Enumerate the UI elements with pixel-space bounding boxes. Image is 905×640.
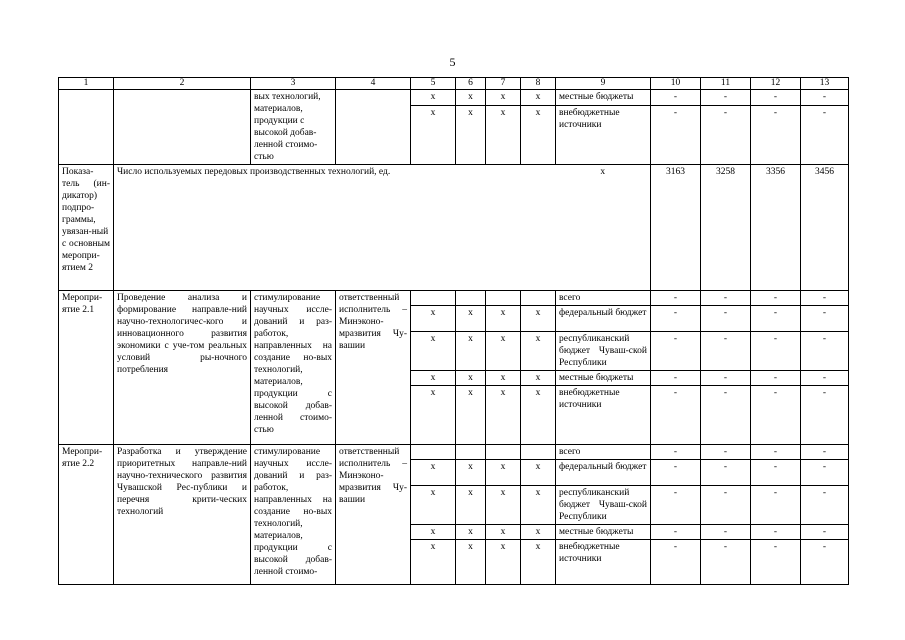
mark-cell: x bbox=[456, 525, 486, 540]
header-cell: 13 bbox=[801, 78, 849, 90]
value-cell: - bbox=[651, 525, 701, 540]
value-cell: - bbox=[751, 386, 801, 445]
header-cell: 10 bbox=[651, 78, 701, 90]
measure-goal: стимулирование научных иссле-дований и раз-работок, направленных на создание но-вых технологий, материалов, продукции с высокой добав-ленной стоимо- bbox=[251, 445, 336, 585]
source-cell: местные бюджеты bbox=[556, 90, 651, 106]
mark-cell: x bbox=[486, 371, 521, 386]
measure-executor: ответственный исполнитель – Минэконо-мразвития Чу-вашии bbox=[336, 445, 411, 585]
header-cell: 8 bbox=[521, 78, 556, 90]
mark-cell: x bbox=[411, 525, 456, 540]
source-cell: всего bbox=[556, 291, 651, 306]
value-cell: - bbox=[801, 306, 849, 332]
source-cell: всего bbox=[556, 445, 651, 460]
page-number: 5 bbox=[449, 55, 456, 69]
mark-cell: x bbox=[411, 460, 456, 486]
mark-cell: x bbox=[411, 90, 456, 106]
mark-cell: x bbox=[521, 460, 556, 486]
source-cell: республиканский бюджет Чуваш-ской Республики bbox=[556, 486, 651, 525]
value-cell: - bbox=[701, 460, 751, 486]
mark-cell: x bbox=[456, 105, 486, 164]
measure-executor: ответственный исполнитель – Минэконо-мразвития Чу-вашии bbox=[336, 291, 411, 445]
value-cell: - bbox=[751, 540, 801, 585]
value-cell: - bbox=[801, 332, 849, 371]
mark-cell bbox=[411, 445, 456, 460]
mark-cell: x bbox=[521, 486, 556, 525]
program-table bbox=[58, 77, 849, 585]
value-cell: - bbox=[801, 540, 849, 585]
header-cell: 5 bbox=[411, 78, 456, 90]
value-cell: - bbox=[701, 486, 751, 525]
value-cell: - bbox=[651, 445, 701, 460]
mark-cell: x bbox=[456, 90, 486, 106]
empty-cell bbox=[114, 90, 251, 165]
mark-cell: x bbox=[456, 371, 486, 386]
header-cell: 7 bbox=[486, 78, 521, 90]
value-cell: - bbox=[801, 460, 849, 486]
measure-title: Разработка и утверждение приоритетных направле-ний научно-технического развития Чувашской Рес-публики и перечня крити-ческих технологий bbox=[114, 445, 251, 585]
mark-cell: x bbox=[521, 90, 556, 106]
source-cell: внебюджетные источники bbox=[556, 386, 651, 445]
mark-cell bbox=[486, 445, 521, 460]
mark-cell: x bbox=[411, 386, 456, 445]
measure-title: Проведение анализа и формирование направле-ний научно-технологичес-кого и инновационного развития экономики с уче-том реальных условий ры-ночного потребления bbox=[114, 291, 251, 445]
value-cell: - bbox=[651, 540, 701, 585]
value-cell: - bbox=[751, 445, 801, 460]
table-row bbox=[59, 445, 849, 460]
mark-cell: x bbox=[456, 332, 486, 371]
empty-cell bbox=[59, 90, 114, 165]
measure-goal: стимулирование научных иссле-дований и раз-работок, направленных на создание но-вых технологий, материалов, продукции с высокой добав-ленной стоимо-стью bbox=[251, 291, 336, 445]
goal-cell: вых технологий, материалов, продукции с высокой добав- ленной стоимо- стью bbox=[251, 90, 336, 165]
mark-cell: x bbox=[486, 540, 521, 585]
mark-cell: x bbox=[456, 306, 486, 332]
mark-cell bbox=[411, 291, 456, 306]
mark-cell: x bbox=[486, 90, 521, 106]
value-cell: - bbox=[701, 525, 751, 540]
mark-cell: x bbox=[521, 371, 556, 386]
indicator-row bbox=[59, 165, 849, 291]
value-cell: - bbox=[801, 90, 849, 106]
value-cell: - bbox=[751, 291, 801, 306]
empty-cell bbox=[336, 90, 411, 165]
indicator-value: 3258 bbox=[701, 165, 751, 291]
value-cell: - bbox=[651, 386, 701, 445]
mark-cell: x bbox=[411, 371, 456, 386]
mark-cell: x bbox=[486, 332, 521, 371]
header-cell: 12 bbox=[751, 78, 801, 90]
value-cell: - bbox=[801, 486, 849, 525]
indicator-mark: x bbox=[556, 165, 651, 291]
indicator-text: Число используемых передовых производственных технологий, ед. bbox=[114, 165, 556, 291]
mark-cell: x bbox=[456, 460, 486, 486]
value-cell: - bbox=[751, 332, 801, 371]
source-cell: местные бюджеты bbox=[556, 525, 651, 540]
mark-cell bbox=[456, 445, 486, 460]
header-cell: 3 bbox=[251, 78, 336, 90]
value-cell: - bbox=[751, 105, 801, 164]
mark-cell bbox=[456, 291, 486, 306]
measure-label: Меропри-ятие 2.2 bbox=[59, 445, 114, 585]
table-row bbox=[59, 291, 849, 306]
mark-cell: x bbox=[411, 486, 456, 525]
source-cell: внебюджетные источники bbox=[556, 540, 651, 585]
header-cell: 4 bbox=[336, 78, 411, 90]
value-cell: - bbox=[701, 105, 751, 164]
source-cell: республиканский бюджет Чуваш-ской Республики bbox=[556, 332, 651, 371]
mark-cell: x bbox=[486, 105, 521, 164]
mark-cell: x bbox=[486, 486, 521, 525]
mark-cell: x bbox=[486, 386, 521, 445]
mark-cell: x bbox=[486, 460, 521, 486]
indicator-value: 3456 bbox=[801, 165, 849, 291]
value-cell: - bbox=[801, 105, 849, 164]
mark-cell: x bbox=[456, 386, 486, 445]
value-cell: - bbox=[651, 332, 701, 371]
value-cell: - bbox=[801, 386, 849, 445]
header-row bbox=[59, 78, 849, 90]
mark-cell bbox=[521, 291, 556, 306]
mark-cell: x bbox=[486, 306, 521, 332]
value-cell: - bbox=[701, 386, 751, 445]
header-cell: 6 bbox=[456, 78, 486, 90]
value-cell: - bbox=[801, 291, 849, 306]
value-cell: - bbox=[751, 90, 801, 106]
mark-cell: x bbox=[456, 486, 486, 525]
measure-label: Меропри-ятие 2.1 bbox=[59, 291, 114, 445]
value-cell: - bbox=[651, 306, 701, 332]
value-cell: - bbox=[701, 332, 751, 371]
header-cell: 2 bbox=[114, 78, 251, 90]
mark-cell: x bbox=[411, 306, 456, 332]
value-cell: - bbox=[701, 306, 751, 332]
value-cell: - bbox=[751, 525, 801, 540]
mark-cell: x bbox=[521, 540, 556, 585]
value-cell: - bbox=[701, 90, 751, 106]
mark-cell bbox=[521, 445, 556, 460]
source-cell: федеральный бюджет bbox=[556, 306, 651, 332]
mark-cell: x bbox=[521, 332, 556, 371]
mark-cell: x bbox=[411, 105, 456, 164]
value-cell: - bbox=[651, 291, 701, 306]
value-cell: - bbox=[701, 371, 751, 386]
value-cell: - bbox=[751, 486, 801, 525]
mark-cell: x bbox=[411, 332, 456, 371]
mark-cell: x bbox=[521, 386, 556, 445]
source-cell: федеральный бюджет bbox=[556, 460, 651, 486]
value-cell: - bbox=[651, 90, 701, 106]
source-cell: местные бюджеты bbox=[556, 371, 651, 386]
mark-cell: x bbox=[521, 306, 556, 332]
source-cell: внебюджетные источники bbox=[556, 105, 651, 164]
value-cell: - bbox=[801, 371, 849, 386]
mark-cell: x bbox=[521, 525, 556, 540]
value-cell: - bbox=[701, 445, 751, 460]
header-cell: 1 bbox=[59, 78, 114, 90]
value-cell: - bbox=[751, 460, 801, 486]
table-row bbox=[59, 90, 849, 106]
value-cell: - bbox=[801, 525, 849, 540]
mark-cell bbox=[486, 291, 521, 306]
value-cell: - bbox=[701, 540, 751, 585]
indicator-label: Показа-тель (ин-дикатор) подпро-граммы, увязан-ный с основным меропри-ятием 2 bbox=[59, 165, 114, 291]
value-cell: - bbox=[651, 105, 701, 164]
header-cell: 11 bbox=[701, 78, 751, 90]
indicator-value: 3163 bbox=[651, 165, 701, 291]
value-cell: - bbox=[651, 486, 701, 525]
mark-cell: x bbox=[521, 105, 556, 164]
value-cell: - bbox=[801, 445, 849, 460]
value-cell: - bbox=[651, 371, 701, 386]
value-cell: - bbox=[751, 371, 801, 386]
header-cell: 9 bbox=[556, 78, 651, 90]
mark-cell: x bbox=[456, 540, 486, 585]
mark-cell: x bbox=[486, 525, 521, 540]
value-cell: - bbox=[651, 460, 701, 486]
value-cell: - bbox=[701, 291, 751, 306]
indicator-value: 3356 bbox=[751, 165, 801, 291]
mark-cell: x bbox=[411, 540, 456, 585]
value-cell: - bbox=[751, 306, 801, 332]
